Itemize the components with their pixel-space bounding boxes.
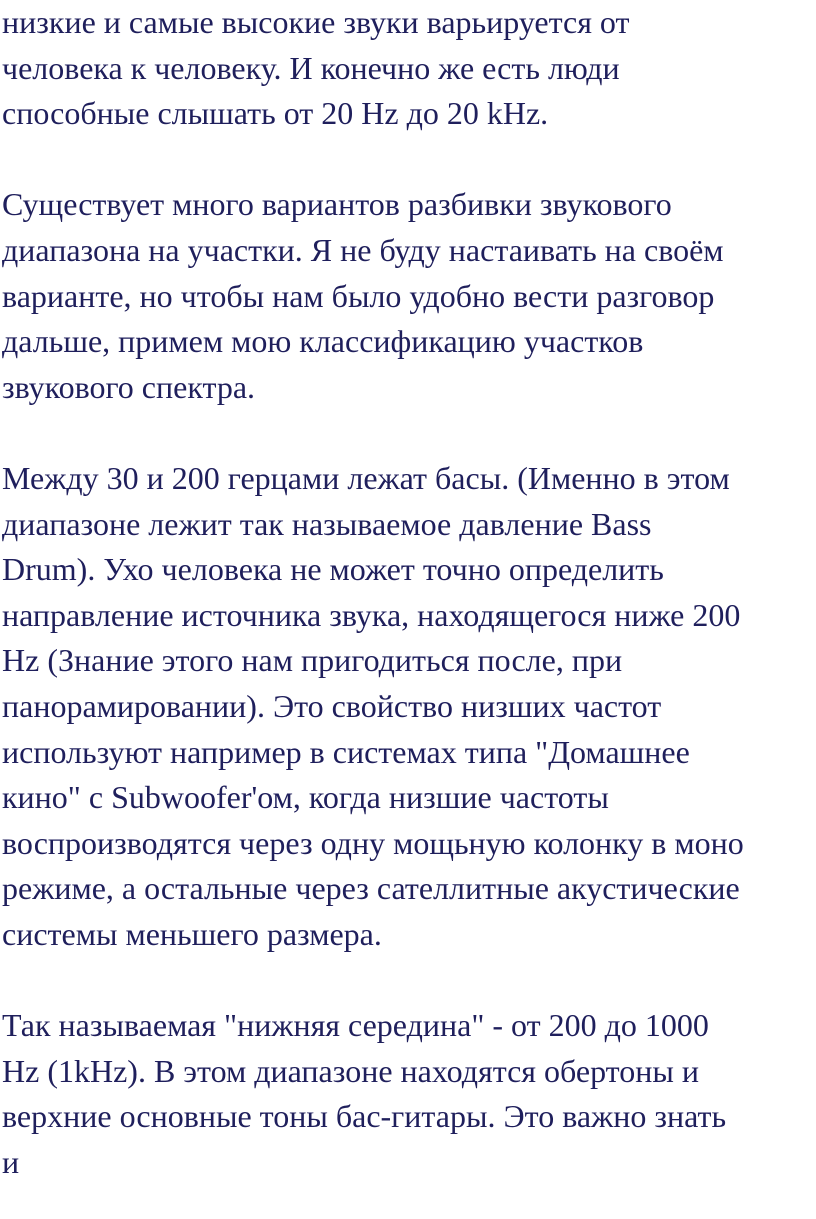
text-line: человека к человеку. И конечно же есть люди — [2, 49, 620, 86]
text-line: верхние основные тоны бас-гитары. Это важно знать — [2, 1098, 727, 1135]
text-line: способные слышать от 20 Hz до 20 kHz. — [2, 95, 549, 132]
text-line: Hz (Знание этого нам пригодиться после, при — [2, 642, 623, 679]
blank-line — [2, 957, 816, 1003]
text-line: дальше, примем мою классификацию участков — [2, 323, 644, 360]
text-line: варианте, но чтобы нам было удобно вести разговор — [2, 277, 715, 314]
text-line: низкие и самые высокие звуки варьируется от — [2, 4, 630, 40]
text-line: кино" с Subwoofer'ом, когда низшие частоты — [2, 779, 609, 816]
text-line: воспроизводятся через одну мощьную колонку в моно — [2, 824, 744, 861]
text-line: используют например в системах типа "Домашнее — [2, 733, 690, 770]
text-line: режиме, а остальные через сателлитные акустические — [2, 870, 740, 907]
text-line: Hz (1kHz). В этом диапазоне находятся обертоны и — [2, 1052, 699, 1089]
text-line: направление источника звука, находящегося ниже 200 — [2, 596, 741, 633]
document-body-text — [2, 0, 816, 1185]
text-line: Существует много вариантов разбивки звукового — [2, 186, 672, 223]
text-line: Drum). Ухо человека не может точно определить — [2, 551, 664, 588]
text-line: звукового спектра. — [2, 368, 256, 405]
blank-line — [2, 137, 816, 183]
text-line: диапазона на участки. Я не буду настаивать на своём — [2, 231, 724, 268]
text-line: панорамировании). Это свойство низших частот — [2, 687, 662, 724]
text-line: диапазоне лежит так называемое давление Bass — [2, 505, 652, 542]
text-line: и — [2, 1143, 20, 1180]
text-line: Между 30 и 200 герцами лежат басы. (Именно в этом — [2, 459, 730, 496]
text-line: Так называемая "нижняя середина" - от 200 до 1000 — [2, 1007, 709, 1044]
blank-line — [2, 410, 816, 456]
text-line: системы меньшего размера. — [2, 915, 382, 952]
